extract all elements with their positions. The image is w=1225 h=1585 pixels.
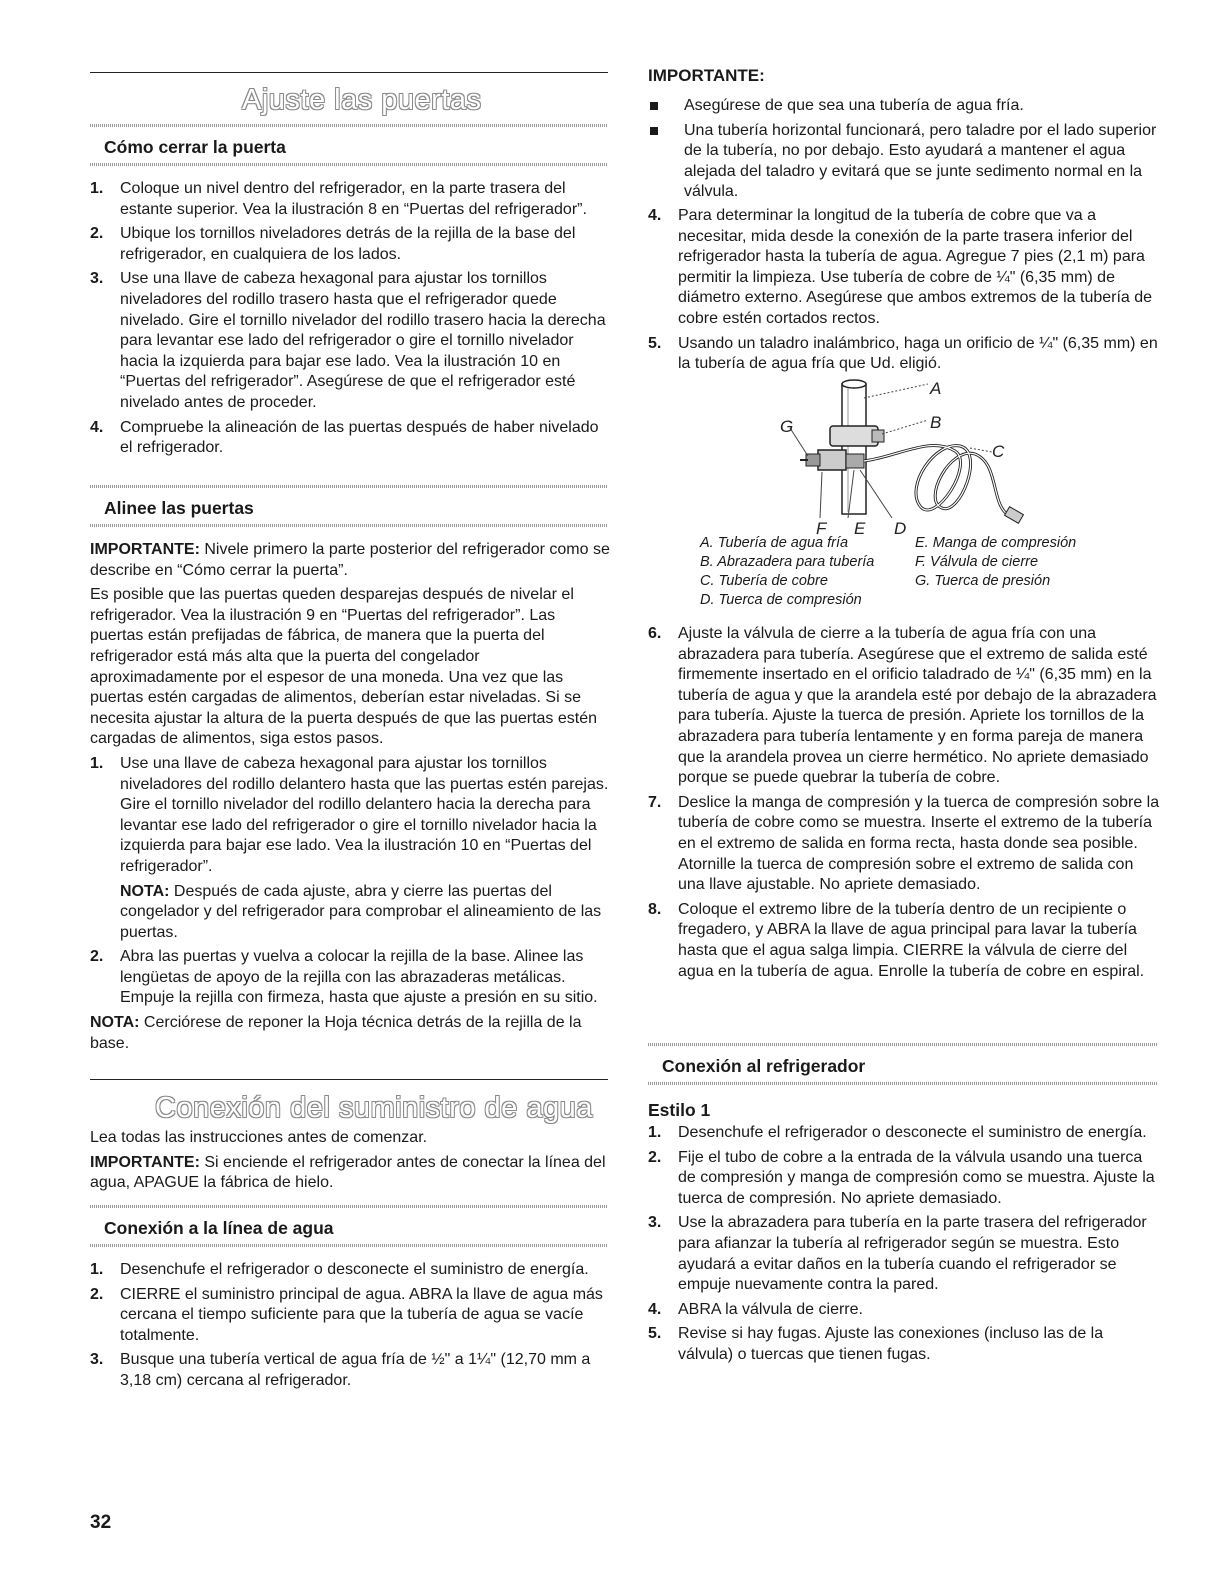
steps-conexion-linea (90, 1260, 610, 1396)
compression-nut (846, 454, 864, 468)
list-item: 4. Compruebe la alineación de las puertas después de haber nivelado el refrigerador. (90, 418, 599, 457)
label-a: A (930, 379, 942, 398)
legend-item: G. Tuerca de presión (915, 573, 1051, 589)
list-item: 1. Desenchufe el refrigerador o desconecte el suministro de energía. (648, 1124, 1147, 1141)
label-c: C (992, 442, 1005, 461)
important-bullets (648, 96, 1160, 207)
dotted-divider (90, 1244, 608, 1247)
list-item: 7. Deslice la manga de compresión y la tuerca de compresión sobre la tubería de cobre como se muestra. Inserte el extremo de la tubería en el extremo de salida en forma recta, hasta donde sea posible. Atornille la tuerca de compresión sobre el extremo de salida con una llave ajustable. No apriete demasiado. (648, 793, 1160, 894)
list-item: 3. Use la abrazadera para tubería en la parte trasera del refrigerador para afianzar la tubería al refrigerador según se muestra. Esto ayudará a evitar daños en la tubería cuando el refrigerador se empuje nuevamente contra la pared. (648, 1214, 1147, 1294)
list-item: 5. Usando un taladro inalámbrico, haga un orificio de ¼" (6,35 mm) en la tubería de agua fría que Ud. eligió. (648, 334, 1158, 373)
list-item: 2. Abra las puertas y vuelva a colocar la rejilla de la base. Alinee las lengüetas de apoyo de la rejilla con las abrazaderas metálicas. Empuje la rejilla con firmeza, hasta que ajuste a presión en su sitio. (90, 948, 598, 1007)
section-rule-top (90, 72, 608, 73)
legend-item: E. Manga de compresión (915, 535, 1077, 551)
alinee-body (90, 540, 610, 1058)
subhead-alinee: Alinee las puertas (104, 498, 254, 518)
important-paragraph: IMPORTANTE: Nivele primero la parte posterior del refrigerador como se describe en “Cómo cerrar la puerta”. (90, 541, 610, 579)
dotted-divider (648, 1043, 1158, 1046)
list-item: 2. Fije el tubo de cobre a la entrada de la válvula usando una tuerca de compresión y manga de compresión como se muestra. Ajuste la tuerca de compresión. No apriete demasiado. (648, 1148, 1155, 1207)
bullet-square-icon (650, 102, 658, 110)
subhead-conexion-refrigerador: Conexión al refrigerador (662, 1056, 866, 1076)
dotted-divider (90, 163, 608, 166)
label-f: F (816, 519, 827, 538)
dotted-divider (90, 1205, 608, 1208)
list-item: 3. Use una llave de cabeza hexagonal para ajustar los tornillos niveladores del rodillo trasero hasta que el refrigerador quede nivelado. Gire el tornillo nivelador del rodillo trasero hacia la derecha para levantar ese lado del refrigerador o gire el tornillo nivelador hacia la izquierda para bajar ese lado. Vea la ilustración 10 en “Puertas del refrigerador”. Asegúrese de que el refrigerador esté nivelado antes de proceder. (90, 270, 606, 411)
steps-6-8 (648, 624, 1160, 986)
list-item: 4. Para determinar la longitud de la tubería de cobre que va a necesitar, mida desde la conexión de la parte trasera inferior del refrigerador hasta la tubería de agua. Agregue 7 pies (2,1 m) para permitir la limpieza. Use tubería de cobre de ¼" (6,35 mm) de diámetro externo. Asegúrese que ambos extremos de la tubería de cobre estén cortados rectos. (648, 207, 1153, 327)
note-paragraph: NOTA: Cerciórese de reponer la Hoja técnica detrás de la rejilla de la base. (90, 1014, 582, 1052)
tubing-end-fitting (1005, 507, 1024, 524)
figure-legend-col1 (700, 534, 874, 610)
clamp-bolt (872, 430, 884, 442)
pipe-clamp (830, 426, 878, 446)
legend-item: F. Válvula de cierre (915, 554, 1039, 570)
list-item: 5. Revise si hay fugas. Ajuste las conexiones (incluso las de la válvula) o tuercas que tienen fugas. (648, 1325, 1104, 1363)
note-paragraph: NOTA: Después de cada ajuste, abra y cierre las puertas del congelador y del refrigerador para comprobar el alineamiento de las puertas. (120, 882, 602, 941)
label-e: E (854, 519, 866, 538)
list-item: 4. ABRA la válvula de cierre. (648, 1300, 863, 1318)
steps-como-cerrar (90, 179, 610, 463)
legend-item: D. Tuerca de compresión (700, 592, 862, 608)
label-d: D (894, 519, 907, 538)
bullet-item: Una tubería horizontal funcionará, pero taladre por el lado superior de la tubería, no por debajo. Esto ayudará a mantener el agua alejada del taladro y evitará que se junte sedimento normal en la válvula. (648, 121, 1160, 203)
dotted-divider (90, 485, 608, 488)
label-g: G (780, 417, 794, 436)
dotted-divider (90, 524, 608, 527)
important-paragraph: IMPORTANTE: Si enciende el refrigerador antes de conectar la línea del agua, APAGUE la fábrica de hielo. (90, 1153, 606, 1192)
body-paragraph: Es posible que las puertas queden desparejas después de nivelar el refrigerador. Vea la ilustración 9 en “Puertas del refrigerador”. Las puertas están prefijadas de fábrica, de manera que la puerta del refrigerador está más alta que la puerta del congelador aproximadamente por el espesor de una moneda. Una vez que las puertas estén cargadas de alimentos, deberían estar niveladas. Si se necesita ajustar la altura de la puerta después de que las puertas estén cargadas de alimentos, siga estos pasos. (90, 586, 597, 748)
list-item: 1. Desenchufe el refrigerador o desconecte el suministro de energía. (90, 1261, 589, 1278)
dotted-divider (648, 1082, 1158, 1085)
shutoff-valve-illustration (760, 376, 1060, 541)
list-item: 1. Use una llave de cabeza hexagonal para ajustar los tornillos niveladores del rodillo delantero hasta que las puertas estén parejas. Gire el tornillo nivelador del rodillo delantero hacia la derecha para levantar ese lado del refrigerador o gire el tornillo nivelador hacia la izquierda para bajar ese lado. Vea la ilustración 10 en “Puertas del refrigerador”. NOTA: Después de cada ajuste, abra y cierre las puertas del congelador y del refrigerador para comprobar el alineamiento de las puertas. (90, 754, 610, 943)
section-title-conexion: Conexión del suministro de agua (155, 1092, 593, 1124)
style-label: Estilo 1 (648, 1100, 711, 1120)
steps-estilo-1 (648, 1123, 1160, 1370)
page-number: 32 (90, 1512, 112, 1533)
list-item: 3. Busque una tubería vertical de agua fría de ½" a 1¼" (12,70 mm a 3,18 cm) cercana al refrigerador. (90, 1351, 591, 1389)
subhead-conexion-linea: Conexión a la línea de agua (104, 1218, 334, 1238)
section-title-ajuste: Ajuste las puertas (242, 84, 482, 116)
bullet-square-icon (650, 127, 658, 135)
shutoff-valve (818, 450, 846, 470)
list-item: 2. Ubique los tornillos niveladores detrás de la rejilla de la base del refrigerador, en cualquiera de los lados. (90, 225, 576, 263)
figure-legend-col2 (915, 534, 1076, 591)
list-item: 8. Coloque el extremo libre de la tubería dentro de un recipiente o fregadero, y ABRA la llave de agua principal para lavar la tubería hasta que el agua salga limpia. CIERRE la válvula de cierre del agua en la tubería de agua. Enrolle la tubería de cobre en espiral. (648, 900, 1145, 980)
leader-line-b (882, 420, 928, 434)
list-item: 6. Ajuste la válvula de cierre a la tubería de agua fría con una abrazadera para tubería. Asegúrese que el extremo de salida esté firmemente insertado en el orificio taladrado de ¼" (6,35 mm) en la tubería de agua y que la arandela esté por debajo de la abrazadera para tubería. Ajuste la tuerca de presión. Apriete los tornillos de la abrazadera para tubería lentamente y en forma pareja de manera que la arandela provea un cierre hermético. No apriete demasiado porque se puede quebrar la tubería de cobre. (648, 625, 1157, 787)
intro-paragraph: Lea todas las instrucciones antes de comenzar. (90, 1129, 428, 1146)
label-b: B (930, 413, 942, 432)
leader-line-a (864, 384, 928, 398)
list-item: 1. Coloque un nivel dentro del refrigerador, en la parte trasera del estante superior. Vea la ilustración 8 en “Puertas del refrigerador”. (90, 180, 587, 218)
conexion-intro (90, 1128, 610, 1198)
legend-item: B. Abrazadera para tubería (700, 554, 875, 570)
steps-4-5 (648, 206, 1160, 379)
tubing-highlight (864, 446, 1010, 516)
legend-item: A. Tubería de agua fría (700, 535, 849, 551)
section-rule (90, 1079, 608, 1080)
important-heading: IMPORTANTE: (648, 66, 765, 85)
bullet-item: Asegúrese de que sea una tubería de agua fría. (648, 96, 1160, 117)
leader-line-c (970, 448, 992, 452)
list-item: 2. CIERRE el suministro principal de agua. ABRA la llave de agua más cercana el tiempo suficiente para que la tubería de agua se vacíe totalmente. (90, 1285, 603, 1344)
pipe-top (842, 380, 866, 388)
leader-line-f (820, 472, 822, 518)
subhead-como-cerrar: Cómo cerrar la puerta (104, 137, 286, 157)
cold-water-pipe (842, 384, 866, 514)
dotted-divider (90, 124, 608, 127)
legend-item: C. Tubería de cobre (700, 573, 828, 589)
